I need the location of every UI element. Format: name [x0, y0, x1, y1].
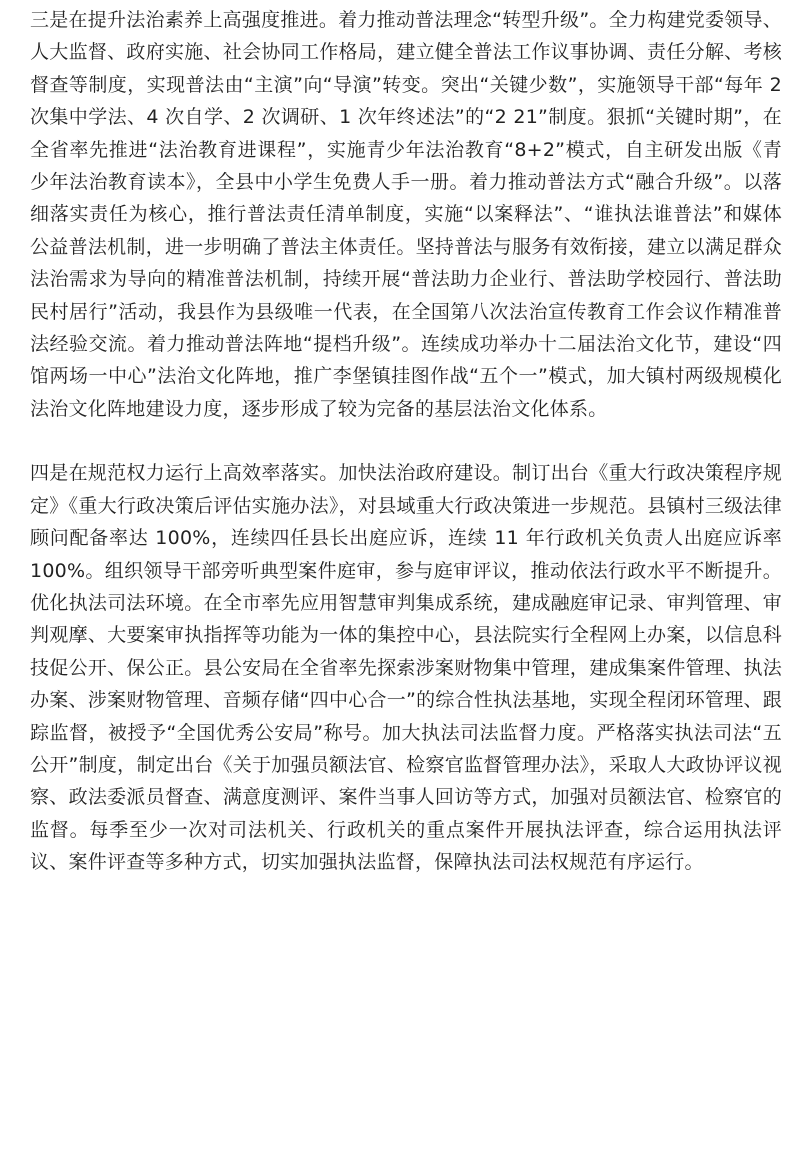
paragraph-legal-literacy: 三是在提升法治素养上高强度推进。着力推动普法理念“转型升级”。全力构建党委领导、人大监督、政府实施、社会协同工作格局，建立健全普法工作议事协调、责任分解、考核督查等制度，实现普法由“主演”向“导演”转变。突出“关键少数”，实施领导干部“每年 2 次集中学法、4 次自学、2 次调研、1 次年终述法”的“2 21”制度。狠抓“关键时期”，在全省率先推进“法治教育进课程”，实施青少年法治教育“8+2”模式，自主研发出版《青少年法治教育读本》，全县中小学生免费人手一册。着力推动普法方式“融合升级”。以落细落实责任为核心，推行普法责任清单制度，实施“以案释法”、“谁执法谁普法”和媒体公益普法机制，进一步明确了普法主体责任。坚持普法与服务有效衔接，建立以满足群众法治需求为导向的精准普法机制，持续开展“普法助力企业行、普法助学校园行、普法助民村居行”活动，我县作为县级唯一代表，在全国第八次法治宣传教育工作会议作精准普法经验交流。着力推动普法阵地“提档升级”。连续成功举办十二届法治文化节，建设“四馆两场一中心”法治文化阵地，推广李堡镇挂图作战“五个一”模式，加大镇村两级规模化法治文化阵地建设力度，逐步形成了较为完备的基层法治文化体系。 — [30, 9, 782, 420]
paragraph-power-regulation: 四是在规范权力运行上高效率落实。加快法治政府建设。制订出台《重大行政决策程序规定》《重大行政决策后评估实施办法》，对县域重大行政决策进一步规范。县镇村三级法律顾问配备率达 100%，连续四任县长出庭应诉，连续 11 年行政机关负责人出庭应诉率 100%。组织领导干部旁听典型案件庭审，参与庭审评议，推动依法行政水平不断提升。优化执法司法环境。在全市率先应用智慧审判集成系统，建成融庭审记录、审判管理、审判观摩、大要案审执指挥等功能为一体的集控中心，县法院实行全程网上办案，以信息科技促公开、保公正。县公安局在全省率先探索涉案财物集中管理，建成集案件管理、执法办案、涉案财物管理、音频存储“四中心合一”的综合性执法基地，实现全程闭环管理、跟踪监督，被授予“全国优秀公安局”称号。加大执法司法监督力度。严格落实执法司法“五公开”制度，制定出台《关于加强员额法官、检察官监督管理办法》，采取人大政协评议视察、政法委派员督查、满意度测评、案件当事人回访等方式，加强对员额法官、检察官的监督。每季至少一次对司法机关、行政机关的重点案件开展执法评查，综合运用执法评议、案件评查等多种方式，切实加强执法监督，保障执法司法权规范有序运行。 — [30, 462, 782, 874]
document-body — [30, 4, 782, 879]
